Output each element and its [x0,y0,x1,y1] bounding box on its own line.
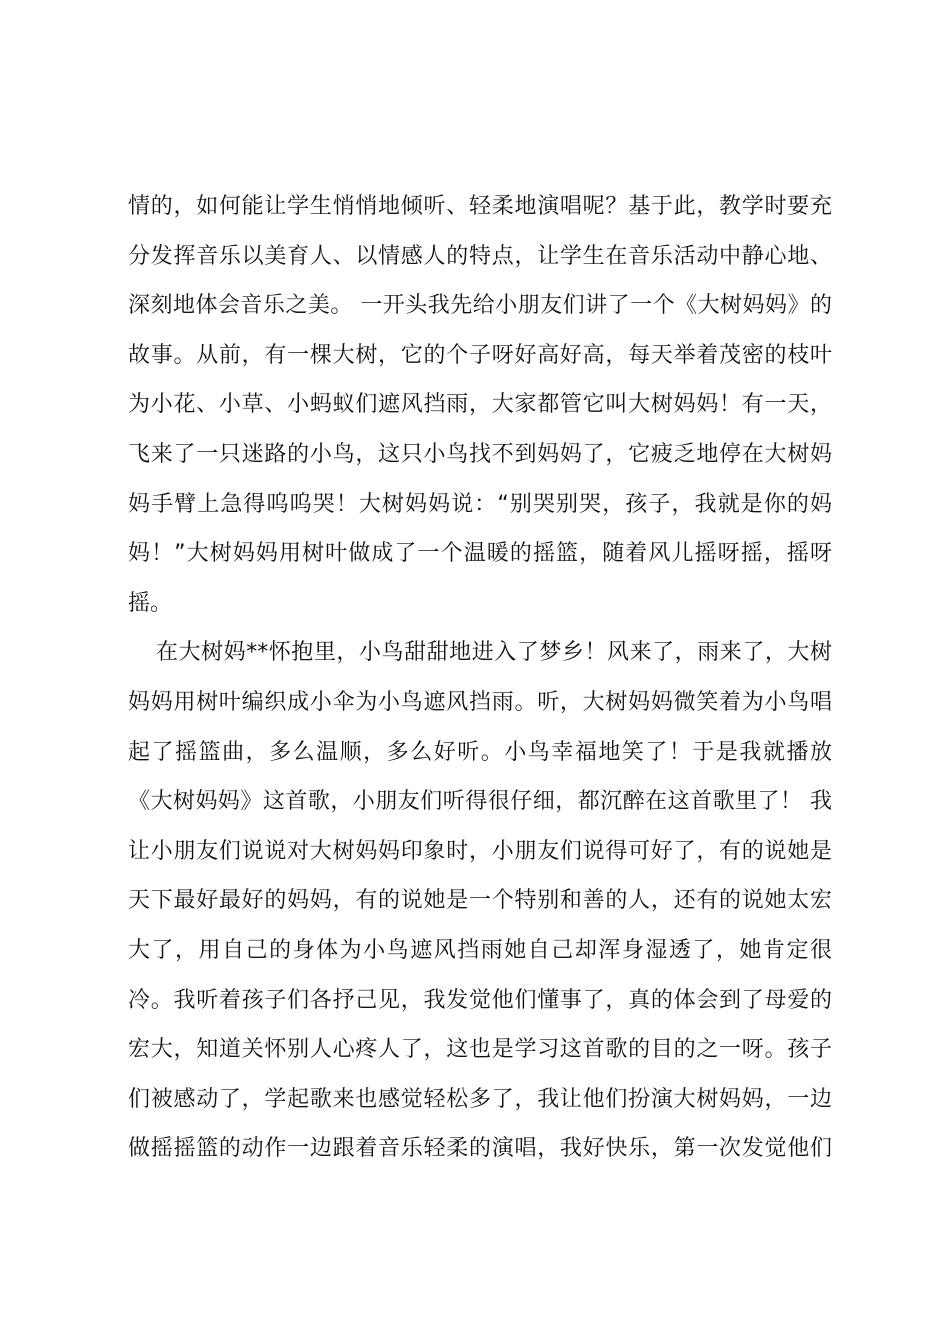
text-line: 妈！”大树妈妈用树叶做成了一个温暖的摇篮，随着风儿摇呀摇，摇呀 [128,541,832,567]
text-line: 摇。 [128,590,173,616]
text-line: 在大树妈**怀抱里，小鸟甜甜地进入了梦乡！风来了，雨来了，大树 [156,640,832,666]
text-line: 故事。从前，有一棵大树，它的个子呀好高好高，每天举着茂密的枝叶 [128,342,832,368]
text-line: 飞来了一只迷路的小鸟，这只小鸟找不到妈妈了，它疲乏地停在大树妈 [128,441,832,467]
text-line: 天下最好最好的妈妈，有的说她是一个特别和善的人，还有的说她太宏 [128,888,832,914]
text-line: 分发挥音乐以美育人、以情感人的特点，让学生在音乐活动中静心地、 [128,243,832,269]
text-line: 妈妈用树叶编织成小伞为小鸟遮风挡雨。听，大树妈妈微笑着为小鸟唱 [128,689,832,715]
text-line: 为小花、小草、小蚂蚁们遮风挡雨，大家都管它叫大树妈妈！有一天， [128,392,832,418]
text-line: 宏大，知道关怀别人心疼人了，这也是学习这首歌的目的之一呀。孩子 [128,1037,832,1063]
text-line: 深刻地体会音乐之美。 一开头我先给小朋友们讲了一个《大树妈妈》的 [128,293,832,319]
text-line: 妈手臂上急得呜呜哭！大树妈妈说：“别哭别哭，孩子，我就是你的妈 [128,491,832,517]
text-line: 起了摇篮曲，多么温顺，多么好听。小鸟幸福地笑了！于是我就播放 [128,739,832,765]
text-line: 大了，用自己的身体为小鸟遮风挡雨她自己却浑身湿透了，她肯定很 [128,937,832,963]
text-line: 们被感动了，学起歌来也感觉轻松多了，我让他们扮演大树妈妈，一边 [128,1086,832,1112]
text-line: 做摇摇篮的动作一边跟着音乐轻柔的演唱，我好快乐，第一次发觉他们 [128,1136,832,1162]
paragraph-2 [128,628,832,1174]
text-line: 情的，如何能让学生悄悄地倾听、轻柔地演唱呢？基于此，教学时要充 [128,194,832,219]
text-line: 冷。我听着孩子们各抒己见，我发觉他们懂事了，真的体会到了母爱的 [128,987,832,1013]
text-line: 让小朋友们说说对大树妈妈印象时，小朋友们说得可好了，有的说她是 [128,838,832,864]
paragraph-1 [128,182,832,628]
text-line: 《大树妈妈》这首歌，小朋友们听得很仔细，都沉醉在这首歌里了！ 我 [128,789,832,815]
document-body [128,182,832,1174]
